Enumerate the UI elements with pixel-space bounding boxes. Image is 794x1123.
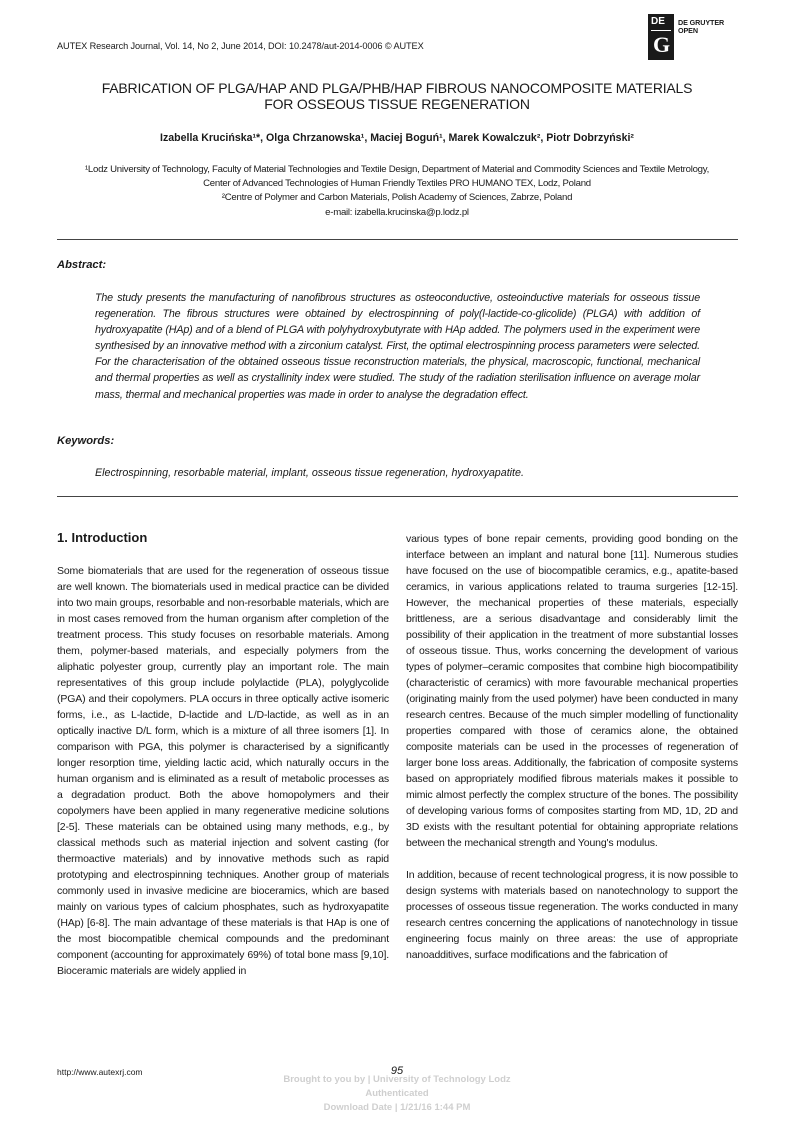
publisher-name-line1: DE GRUYTER (678, 18, 725, 27)
text-column-right (406, 531, 738, 963)
keywords-heading: Keywords: (57, 435, 115, 447)
download-watermark: Brought to you by | University of Technology Lodz (283, 1074, 511, 1085)
affiliations (40, 163, 754, 220)
divider (57, 496, 738, 497)
title-line-2: FOR OSSEOUS TISSUE REGENERATION (264, 96, 530, 112)
abstract-heading: Abstract: (57, 259, 107, 271)
publisher-name-line2: OPEN (678, 26, 698, 35)
paragraph-gap (406, 851, 738, 867)
logo-divider (651, 30, 671, 31)
affiliation-line: Center of Advanced Technologies of Human Friendly Textiles PRO HUMANO TEX, Lodz, Poland (203, 178, 591, 190)
logo-g-text: G (653, 32, 671, 57)
divider (57, 239, 738, 240)
keywords-text: Electrospinning, resorbable material, implant, osseous tissue regeneration, hydroxyapatite. (95, 467, 524, 479)
page-number: 95 (390, 1065, 404, 1077)
text-column-left (57, 563, 389, 979)
contact-email: e-mail: izabella.krucinska@p.lodz.pl (325, 206, 469, 218)
paper-title (60, 80, 734, 112)
logo-de-text: DE (651, 16, 665, 27)
abstract-text: The study presents the manufacturing of nanofibrous structures as osteoconductive, osteoinductive materials for osseous tissue regeneration. The fibrous structures were obtained by electrospinning of poly(l-lactide-co-glicolide) (PLGA) with addition of hydroxyapatite (HAp) and of a blend of PLGA with polyhydroxybutyrate with HAp added. The polymers used in the experiment were synthesised by an innovative method with a zirconium catalyst. First, the optimal electrospinning process parameters were selected. For the characterisation of the obtained osseous tissue reconstruction materials, the physical, macroscopic, functional, mechanical and thermal properties as well as crystallinity index were studied. The study of the radiation sterilisation influence on average molar mass, thermal and mechanical properties was made in order to analyse the degradation effect. (95, 292, 700, 401)
affiliation-line: ²Centre of Polymer and Carbon Materials, Polish Academy of Sciences, Zabrze, Poland (221, 192, 573, 204)
publisher-name (678, 19, 724, 35)
author-list: Izabella Krucińska¹*, Olga Chrzanowska¹, Maciej Boguń¹, Marek Kowalczuk², Piotr Dobrzyński² (160, 132, 634, 144)
section-heading-introduction: 1. Introduction (57, 530, 148, 545)
affiliation-line: ¹Lodz University of Technology, Faculty of Material Technologies and Textile Design, Department of Material and Commodity Sciences and Textile Metrology, (84, 164, 710, 175)
paragraph: In addition, because of recent technological progress, it is now possible to design systems with materials based on nanotechnology to support the processes of osseous tissue regeneration. The works conducted in many research centres concerning the applications of nanotechnology in tissue engineering focus mainly on three areas: the use of appropriate nanoadditives, surface modifications and the fabrication of (406, 869, 738, 961)
title-line-1: FABRICATION OF PLGA/HAP AND PLGA/PHB/HAP FIBROUS NANOCOMPOSITE MATERIALS (101, 80, 693, 96)
paragraph: Some biomaterials that are used for the regeneration of osseous tissue are well known. The biomaterials used in medical practice can be divided into two main groups, resorbable and non-resorbable materials, which are in most cases removed from the human organism after completion of the treatment process. This study focuses on resorbable materials. Among them, polymer-based materials, and especially polymers from the aliphatic polyester group, currently play an important role. The main representatives of this group include polylactide (PLA), polyglycolide (PGA) and their copolymers. PLA occurs in three optically active isomeric forms, i.e., as L-lactide, D-lactide and L/D-lactide, as well as in an optically inactive D/L form, which is a mixture of all three isomers [1]. In comparison with PGA, this polymer is characterised by a significantly longer resorption time, yielding lactic acid, which naturally occurs in the human organism and is eliminated as a result of metabolic processes as a degradation product. Both the above homopolymers and their copolymers have been applied in many regenerative medicine solutions [2-5]. These materials can be obtained using many methods, e.g., by classical methods such as material injection and solvent casting (for thermoactive materials) and by innovative methods such as rapid prototyping and electrospinning techniques. Another group of materials commonly used in invasive medicine are bioceramics, which are based mainly on various types of calcium phosphates, such as hydroxyapatite (HAp) [6-8]. The main advantage of these materials is that HAp is one of the most biocompatible chemical compounds and the predominant component (accounting for approximately 69%) of total bone mass [9,10]. Bioceramic materials are widely applied in (57, 565, 389, 977)
download-watermark: Authenticated (365, 1088, 429, 1099)
degruyter-logo-icon (648, 14, 674, 60)
footer-url-link[interactable]: http://www.autexrj.com (57, 1067, 143, 1077)
journal-header: AUTEX Research Journal, Vol. 14, No 2, June 2014, DOI: 10.2478/aut-2014-0006 © AUTEX (57, 41, 424, 51)
download-watermark: Download Date | 1/21/16 1:44 PM (323, 1102, 471, 1113)
paragraph: various types of bone repair cements, providing good bonding on the interface between an implant and natural bone [11]. Numerous studies have focused on the use of biocompatible ceramics, e.g., apatite-based ceramics, in various applications related to trauma surgeries [12-15]. However, the mechanical properties of these materials, especially brittleness, are a serious disadvantage and considerably limit the possibility of their application in the treatment of more substantial losses of osseous tissue. Thus, works concerning the development of various types of polymer–ceramic composites that combine high biocompatibility (characteristic of ceramics) with more favourable mechanical properties (originating mainly from the used polymer) have been conducted in many research centres. Because of the much simpler modelling of functionality properties compared with those of ceramics alone, the obtained composite materials can be used in the processes of regeneration of larger bone loss areas. Additionally, the fabrication of composite systems based on appropriately modified fibrous materials makes it possible to mimic almost perfectly the complex structure of the bones. The possibility of developing various forms of composites starting from MD, 1D, 2D and 3D exists with the resultant potential for obtaining appropriate relations between the mechanical strength and Young's modulus. (406, 533, 738, 849)
